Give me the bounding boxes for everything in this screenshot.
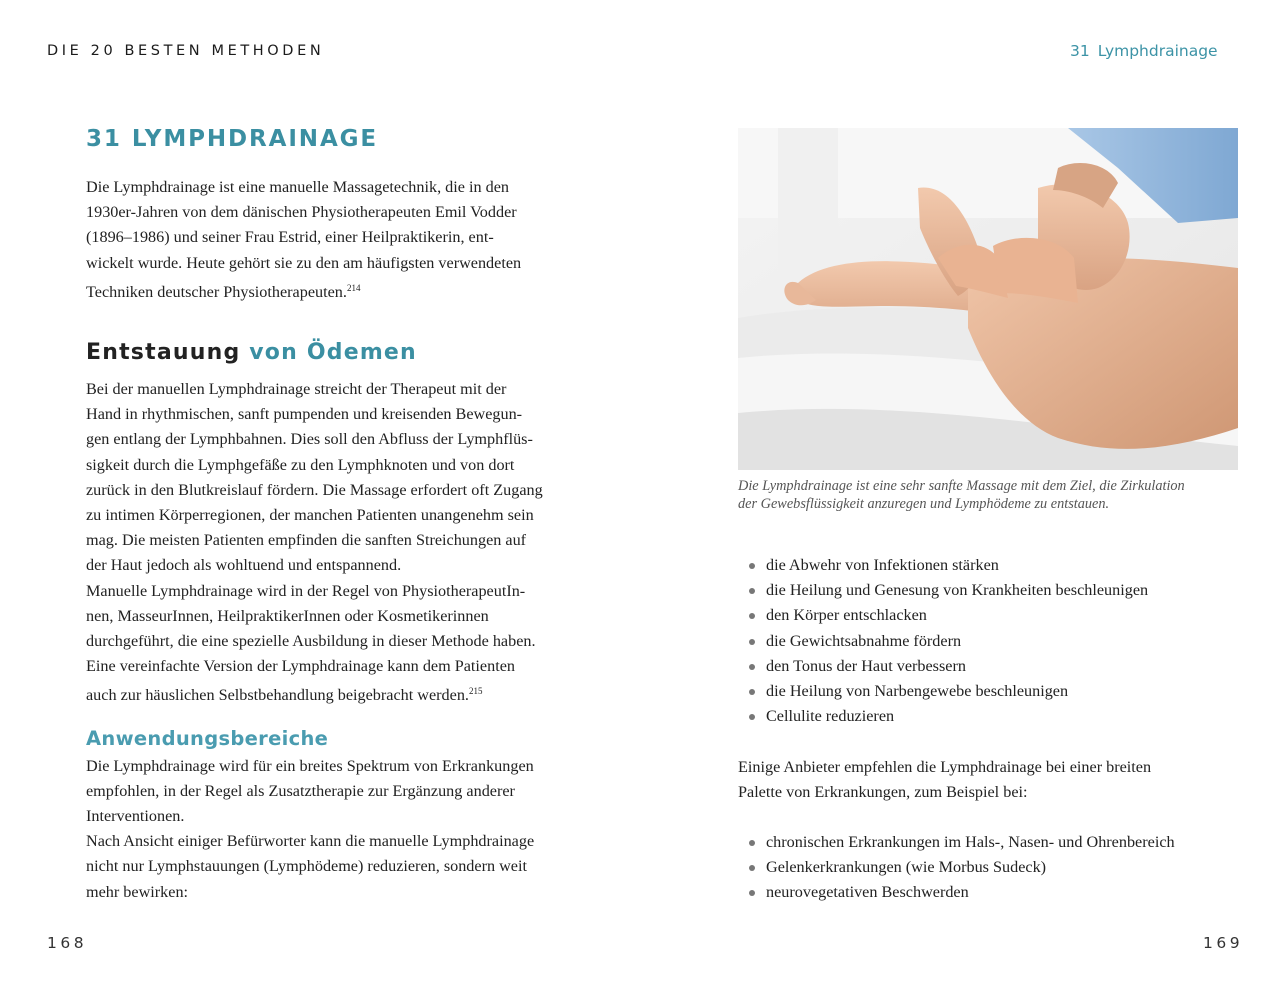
section-heading [86,340,556,365]
list-item: neurovegetativen Beschwerden [738,880,1238,905]
list-item: die Heilung und Genesung von Krankheiten beschleunigen [738,578,1238,603]
page-number-left: 168 [47,934,88,952]
section-heading-plain: Entstauung [86,340,241,366]
caption-line: der Gewebsflüssigkeit anzuregen und Lymphödeme zu entstauen. [738,496,1110,512]
subheading: Anwendungsbereiche [86,726,329,750]
text-line: durchgeführt, die eine spezielle Ausbildung in dieser Methode haben. [86,632,536,651]
list-item: den Tonus der Haut verbessern [738,654,1238,679]
text-line: gen entlang der Lymphbahnen. Dies soll den Abfluss der Lymphflüs- [86,430,533,449]
text-line: der Haut jedoch als wohltuend und entspannend. [86,556,402,575]
footnote-marker: 214 [346,282,361,293]
conditions-list [738,830,1238,906]
text-line: Eine vereinfachte Version der Lymphdrainage kann dem Patienten [86,657,515,676]
text-line: nicht nur Lymphstauungen (Lymphödeme) reduzieren, sondern weit [86,857,527,876]
page-number-right: 169 [1203,934,1244,952]
section-paragraph [86,377,556,709]
section-heading-accent: von Ödemen [249,340,417,366]
text-line: zurück in den Blutkreislauf fördern. Die Massage erfordert oft Zugang [86,480,543,499]
text-line: Nach Ansicht einiger Befürworter kann die manuelle Lymphdrainage [86,832,535,851]
list-item: den Körper entschlacken [738,603,1238,628]
footnote-marker: 215 [468,686,483,697]
list-item: Cellulite reduzieren [738,704,1238,729]
photo-caption [738,477,1238,513]
massage-photo [738,128,1238,470]
text-line: Die Lymphdrainage wird für ein breites Spektrum von Erkrankungen [86,756,534,775]
applications-paragraph [86,754,556,905]
chapter-title-text: LYMPHDRAINAGE [131,126,379,152]
text-line: Interventionen. [86,807,185,826]
text-line: Manuelle Lymphdrainage wird in der Regel von PhysiotherapeutIn- [86,581,526,600]
list-item: die Gewichtsabnahme fördern [738,629,1238,654]
benefits-list [738,553,1238,729]
text-line-content: Techniken deutscher Physiotherapeuten. [86,282,347,301]
intro-paragraph [86,175,556,305]
running-head-number: 31 [1070,42,1090,60]
text-line: Hand in rhythmischen, sanft pumpenden und kreisenden Bewegun- [86,405,523,424]
text-line: (1896–1986) und seiner Frau Estrid, einer Heilpraktikerin, ent- [86,228,494,247]
chapter-title [86,126,556,162]
chapter-number: 31 [86,126,122,152]
running-head-right [1070,42,1218,60]
left-page-text-column [86,126,556,905]
text-line [86,679,556,708]
text-line: Bei der manuellen Lymphdrainage streicht der Therapeut mit der [86,380,507,399]
running-head-title: Lymphdrainage [1097,42,1218,60]
text-line: mag. Die meisten Patienten empfinden die sanften Streichungen auf [86,531,527,550]
text-line: sigkeit durch die Lymphgefäße zu den Lymphknoten und von dort [86,455,515,474]
conditions-list-container [738,830,1238,906]
caption-line: Die Lymphdrainage ist eine sehr sanfte Massage mit dem Ziel, die Zirkulation [738,478,1185,494]
text-line: empfohlen, in der Regel als Zusatztherapie zur Ergänzung anderer [86,781,515,800]
list-item: die Abwehr von Infektionen stärken [738,553,1238,578]
text-line: wickelt wurde. Heute gehört sie zu den am häufigsten verwendeten [86,253,522,272]
text-line: Palette von Erkrankungen, zum Beispiel bei: [738,783,1028,802]
providers-paragraph [738,755,1238,805]
benefits-list-container [738,553,1238,729]
massage-photo-illustration [738,128,1238,470]
list-item: chronischen Erkrankungen im Hals-, Nasen- und Ohrenbereich [738,830,1238,855]
text-line-content: auch zur häuslichen Selbstbehandlung beigebracht werden. [86,686,469,705]
text-line: Einige Anbieter empfehlen die Lymphdrainage bei einer breiten [738,758,1152,776]
text-line [86,276,556,305]
text-line: Die Lymphdrainage ist eine manuelle Massagetechnik, die in den [86,178,509,196]
text-line: 1930er-Jahren von dem dänischen Physiotherapeuten Emil Vodder [86,203,517,222]
list-item: Gelenkerkrankungen (wie Morbus Sudeck) [738,855,1238,880]
text-line: nen, MasseurInnen, HeilpraktikerInnen oder Kosmetikerinnen [86,606,489,625]
running-head-left: DIE 20 BESTEN METHODEN [47,43,325,59]
text-line: zu intimen Körperregionen, der manchen Patienten unangenehm sein [86,506,534,525]
list-item: die Heilung von Narbengewebe beschleunigen [738,679,1238,704]
text-line: mehr bewirken: [86,882,189,901]
